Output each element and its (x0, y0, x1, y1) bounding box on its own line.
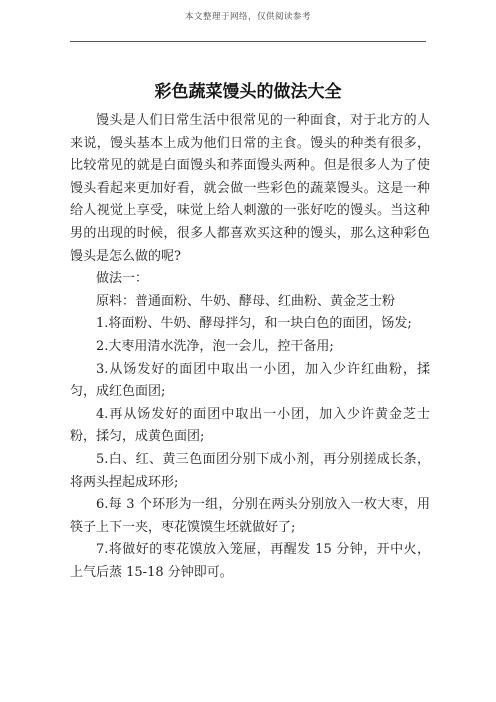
step-6: 6.每 3 个环形为一组，分别在两头分别放入一枚大枣，用筷子上下一夹，枣花馍馍生坯就做好了; (70, 497, 430, 535)
step-2: 2.大枣用清水洗净，泡一会儿，控干备用; (96, 338, 334, 354)
document-body (70, 110, 430, 584)
step-5: 5.白、红、黄三色面团分别下成小剂，再分别搓成长条，将两头捏起成环形; (70, 451, 430, 490)
method-heading: 做法一： (96, 271, 149, 287)
page-header-note: 本文整理于网络，仅供阅读参考 (184, 12, 311, 22)
intro-paragraph: 馒头是人们日常生活中很常见的一种面食，对于北方的人来说，馒头基本上成为他们日常的主食。馒头的种类有很多，比较常见的就是白面馒头和荞面馒头两种。但是很多人为了使馒头看起来更加好看，就会做一些彩色的蔬菜馒头。这是一种给人视觉上享受，味觉上给人刺激的一张好吃的馒头。当这种男的出现的时候，很多人都喜欢买这种的馒头，那么这种彩色馒头是怎么做的呢? (70, 113, 430, 264)
step-3: 3.从饧发好的面团中取出一小团，加入少许红曲粉，揉匀，成红色面团; (70, 361, 430, 400)
ingredients-line: 原料：普通面粉、牛奶、酵母、红曲粉、黄金芝士粉 (96, 293, 396, 309)
step-7: 7.将做好的枣花馍放入笼屉，再醒发 15 分钟，开中火，上气后蒸 15-18 分钟即可。 (70, 542, 430, 580)
document-title: 彩色蔬菜馒头的做法大全 (154, 82, 342, 102)
header-divider (70, 41, 426, 42)
step-1: 1.将面粉、牛奶、酵母拌匀，和一块白色的面团，饧发; (96, 316, 412, 332)
step-4: 4.再从饧发好的面团中取出一小团，加入少许黄金芝士粉，揉匀，成黄色面团; (70, 406, 430, 445)
